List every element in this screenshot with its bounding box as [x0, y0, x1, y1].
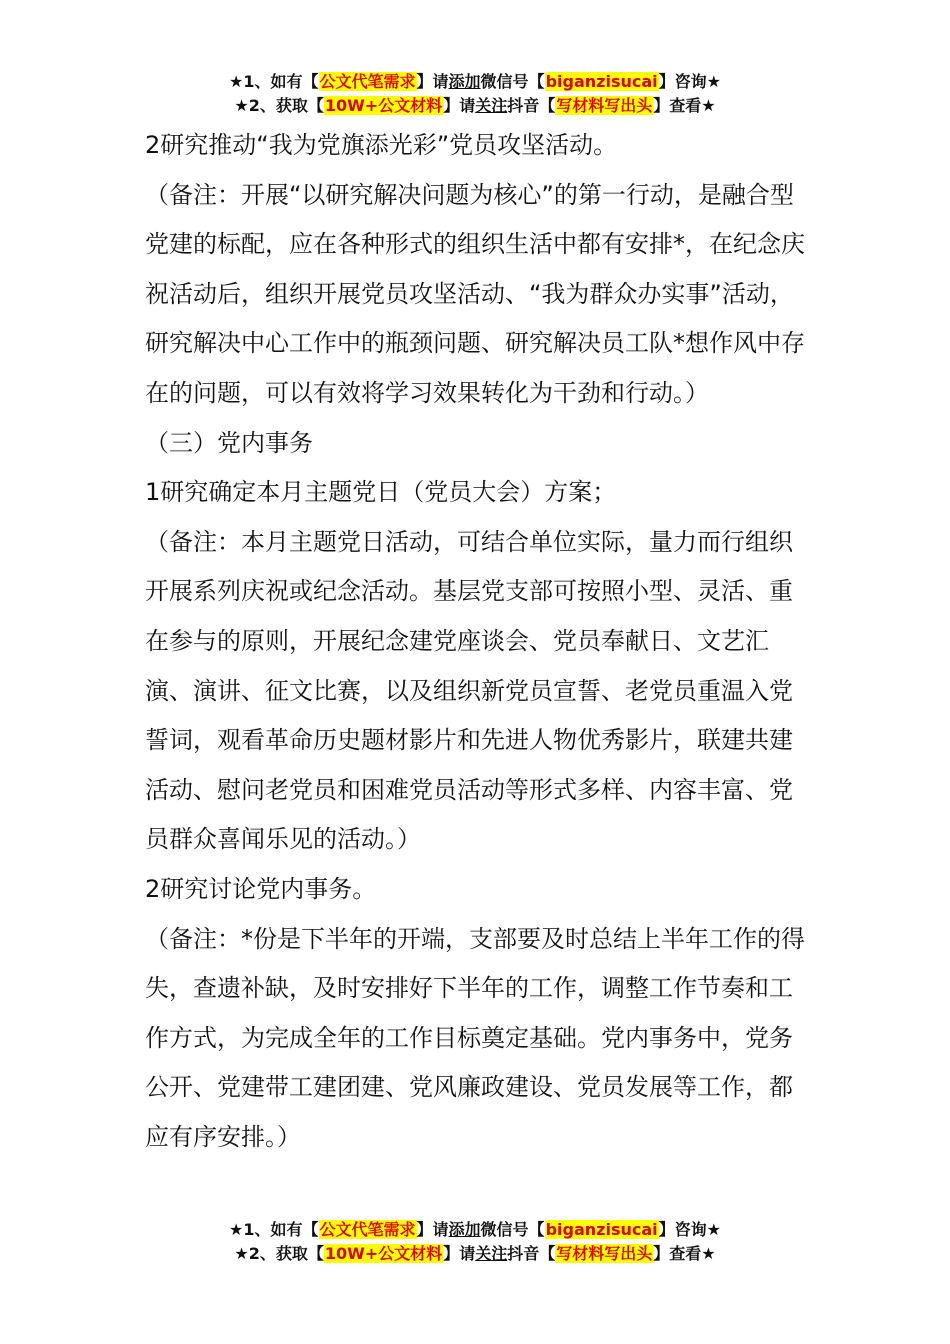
promo-text: 】请 [443, 1244, 476, 1263]
document-body [145, 121, 810, 1162]
paragraph-note-3: （备注：*份是下半年的开端，支部要及时总结上半年工作的得失，查遗补缺，及时安排好下半年的工作，调整工作节奏和工作方式，为完成全年的工作目标奠定基础。党内事务中，党务公开、党建带工建团建、党风廉政建设、党员发展等工作，都应有序安排。） [145, 924, 805, 1151]
promo-text: 抖音【 [507, 1244, 556, 1263]
promo-douyin-id: 写材料写出头 [556, 1244, 653, 1263]
promo-text: 】请 [416, 1220, 449, 1239]
header-promo-banner [0, 70, 950, 118]
promo-line-1 [0, 1218, 950, 1242]
promo-douyin-id: 写材料写出头 [556, 96, 653, 115]
paragraph-note-1: （备注：开展“以研究解决问题为核心”的第一行动，是融合型党建的标配，应在各种形式的组织生活中都有安排*，在纪念庆祝活动后，组织开展党员攻坚活动、“我为群众办实事”活动，研究解决中心工作中的瓶颈问题、研究解决员工队*想作风中存在的问题，可以有效将学习效果转化为干劲和行动。） [145, 180, 805, 407]
promo-text: ★2、获取【 [234, 96, 324, 115]
promo-wechat-id: biganzisucai [545, 72, 658, 91]
promo-line-1 [0, 70, 950, 94]
promo-text: 】查看★ [653, 96, 716, 115]
promo-text: ★2、获取【 [234, 1244, 324, 1263]
promo-highlight: 10W+公文材料 [324, 96, 443, 115]
promo-line-2 [0, 1242, 950, 1266]
promo-text: 】请 [443, 96, 476, 115]
paragraph-note-2: （备注：本月主题党日活动，可结合单位实际，量力而行组织开展系列庆祝或纪念活动。基层党支部可按照小型、灵活、重在参与的原则，开展纪念建党座谈会、党员奉献日、文艺汇演、演讲、征文比赛，以及组织新党员宣誓、老党员重温入党誓词，观看革命历史题材影片和先进人物优秀影片，联建共建活动、慰问老党员和困难党员活动等形式多样、内容丰富、党员群众喜闻乐见的活动。） [145, 527, 793, 854]
paragraph-item-2b: 2研究讨论党内事务。 [145, 874, 377, 903]
promo-text: ★1、如有【 [229, 72, 319, 91]
promo-text: 微信号【 [480, 72, 545, 91]
promo-wechat-id: biganzisucai [545, 1220, 658, 1239]
promo-text: 】请 [416, 72, 449, 91]
promo-underlined: 关注 [475, 1244, 508, 1263]
paragraph-item-2: 2研究推动“我为党旗添光彩”党员攻坚活动。 [145, 131, 618, 159]
promo-highlight: 10W+公文材料 [324, 1244, 443, 1263]
promo-line-2 [0, 94, 950, 118]
promo-underlined: 关注 [475, 96, 508, 115]
promo-highlight: 公文代笔需求 [319, 1220, 416, 1239]
footer-promo-banner [0, 1218, 950, 1266]
promo-highlight: 公文代笔需求 [319, 72, 416, 91]
promo-underlined: 添加 [448, 1220, 481, 1239]
paragraph-item-1: 1研究确定本月主题党日（党员大会）方案； [145, 478, 617, 507]
promo-text: 】咨询★ [658, 1220, 721, 1239]
promo-text: 抖音【 [507, 96, 556, 115]
promo-text: ★1、如有【 [229, 1220, 319, 1239]
promo-text: 】查看★ [653, 1244, 716, 1263]
promo-text: 微信号【 [480, 1220, 545, 1239]
promo-text: 】咨询★ [658, 72, 721, 91]
promo-underlined: 添加 [448, 72, 481, 91]
section-heading: （三）党内事务 [145, 428, 313, 457]
